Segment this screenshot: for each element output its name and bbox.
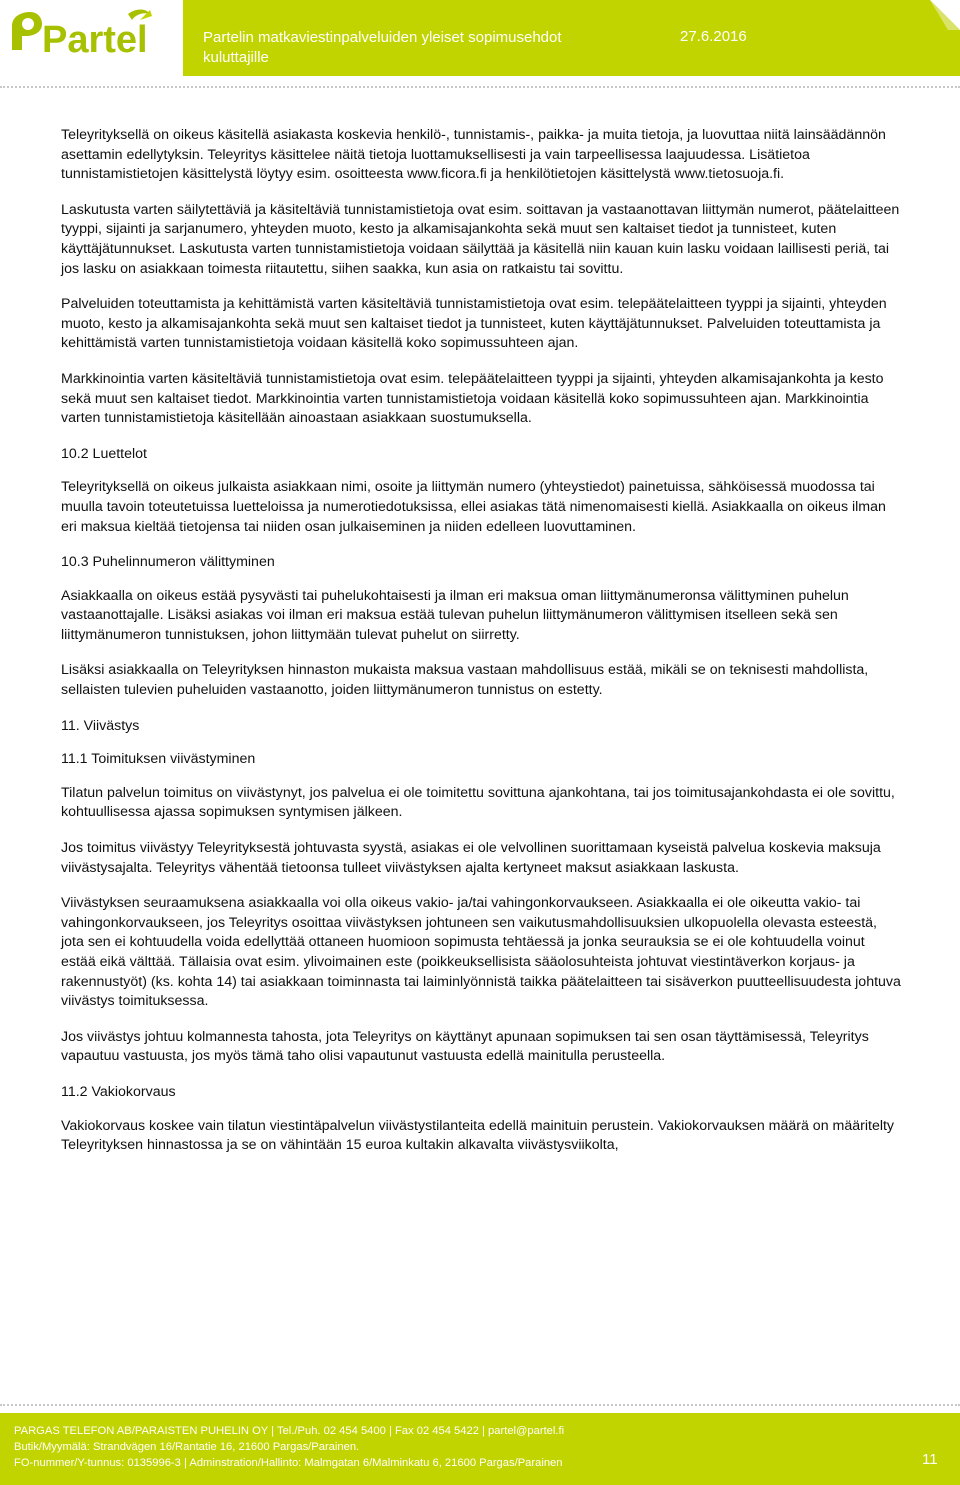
company-contact-info bbox=[14, 1423, 834, 1471]
paragraph: Markkinointia varten käsiteltäviä tunnistamistietoja ovat esim. telepäätelaitteen tyyppi ja sijainti, yhteyden alkamisajankohta ja kesto sekä muut sen kaltaiset tiedot. Markkinointia varten tunnistamistietoja voidaan käsitellä koko sopimussuhteen ajan. Markkinointia varten tunnistamistietoja käsitellään ainoastaan asiakkaan suostumuksella. bbox=[61, 370, 884, 427]
document-title: Partelin matkaviestinpalveluiden yleiset sopimusehdot kuluttajille bbox=[203, 29, 562, 66]
document-body bbox=[61, 126, 901, 1172]
paragraph: Teleyrityksellä on oikeus käsitellä asiakasta koskevia henkilö-, tunnistamis-, paikka- ja muita tietoja, ja luovuttaa niitä lainsäädännön asettamin edellytyksin. Teleyritys käsittelee näitä tietoja luottamuksellisesti ja vain tarpeellisessa laajuudessa. Lisätietoa tunnistamistietojen käsittelystä löytyy esim. osoitteesta www.ficora.fi ja henkilötietojen käsittelystä www.tietosuoja.fi. bbox=[61, 127, 886, 183]
page-header bbox=[0, 0, 960, 76]
paragraph: Viivästyksen seuraamuksena asiakkaalla voi olla oikeus vakio- ja/tai vahingonkorvaukseen. Asiakkaalla ei ole oikeutta vakio- tai vahingonkorvaukseen, jos Teleyritys osoittaa viivästyksen johtuneen sen vaikutusmahdollisuuksien ulkopuolella olevasta esteestä, jota sen ei kohtuudella voida edellyttää ottaneen huomioon sopimusta tehtäessä ja jonka seurauksia se ei ole kohtuudella voinut estää eikä välttää. Tällaisia ovat esim. ylivoimainen este (poikkeuksellisista sääolosuhteista johtuvat viestintäverkon korjaus- ja rakennustyöt) (ks. kohta 14) tai asiakkaan toiminnasta tai laiminlyönnistä taikka päätelaitteen tai sisäverkon puutteellisuudesta johtuva viivästys toimituksessa. bbox=[61, 895, 901, 1010]
section-heading: 11.2 Vakiokorvaus bbox=[61, 1083, 176, 1100]
document-date: 27.6.2016 bbox=[680, 28, 747, 45]
partel-logo bbox=[8, 6, 183, 66]
paragraph: Tilatun palvelun toimitus on viivästynyt, jos palvelua ei ole toimitettu sovittuna ajankohtana, tai jos toimitusajankohdasta ei ole sovittu, kohtuullisessa ajassa sopimuksen syntymisen jälkeen. bbox=[61, 784, 895, 821]
paragraph: Laskutusta varten säilytettäviä ja käsiteltäviä tunnistamistietoja ovat esim. soittavan ja vastaanottavan liittymän numerot, päätelaitteen tyyppi, sijainti ja sarjanumero, yhteyden muoto, kesto ja alkamisajankohta sekä muut sen kaltaiset tiedot ja tunnisteet, kuten käyttäjätunnukset. Laskutusta varten tunnistamistietoja voidaan säilyttää ja käsitellä niin kauan kuin lasku voidaan laillisesti periä, tai jos lasku on asiakkaan toimesta riitautettu, siihen saakka, kun asia on ratkaistu tai sovittu. bbox=[61, 201, 900, 277]
section-heading: 10.3 Puhelinnumeron välittyminen bbox=[61, 554, 275, 571]
svg-text:Partel: Partel bbox=[42, 19, 148, 61]
paragraph: Jos toimitus viivästyy Teleyrityksestä johtuvasta syystä, asiakas ei ole velvollinen suorittamaan kyseistä palvelua koskevia maksuja viivästysajalta. Teleyritys vähentää tietoonsa tulleet viivästyksen ajalta kertyneet maksut asiakkaan laskusta. bbox=[61, 840, 881, 876]
paragraph: Palveluiden toteuttamista ja kehittämistä varten käsiteltäviä tunnistamistietoja ovat esim. telepäätelaitteen tyyppi ja sijainti, yhteyden muoto, kesto ja alkamisajankohta sekä muut sen kaltaiset tiedot ja tunnisteet, kuten käyttäjätunnukset. Palveluiden toteuttamista ja kehittämistä varten tunnistamistietoja voidaan käsitellä koko sopimussuhteen ajan. bbox=[61, 296, 887, 352]
footer-line: Butik/Myymälä: Strandvägen 16/Rantatie 16, 21600 Pargas/Parainen. bbox=[14, 1441, 360, 1453]
logo-area bbox=[0, 0, 183, 76]
page-footer bbox=[0, 1413, 960, 1485]
footer-divider bbox=[0, 1404, 960, 1406]
paragraph: Jos viivästys johtuu kolmannesta tahosta, jota Teleyritys on käyttänyt apunaan sopimuksen tai sen osan täyttämisessä, Teleyritys vapautuu vastuusta, jos myös tämä taho olisi vapautunut vastuusta edellä mainitulla perusteella. bbox=[61, 1028, 869, 1065]
corner-fold-icon bbox=[930, 0, 960, 30]
section-heading: 10.2 Luettelot bbox=[61, 445, 147, 462]
paragraph: Asiakkaalla on oikeus estää pysyvästi tai puhelukohtaisesti ja ilman eri maksua oman liittymänumeronsa välittyminen puhelun vastaanottajalle. Lisäksi asiakas voi ilman eri maksua estää tulevan puhelun liittymänumeron välittymisen itselleen sekä sen liittymänumeron tunnistuksen, johon liittymään tulevat puhelut on siirretty. bbox=[61, 587, 849, 643]
paragraph: Vakiokorvaus koskee vain tilatun viestintäpalvelun viivästystilanteita edellä mainituin perustein. Vakiokorvauksen määrä on määritelty Teleyrityksen hinnastossa ja se on vähintään 15 euroa kultakin alkavalta viivästysviikolta, bbox=[61, 1117, 895, 1154]
section-heading: 11.1 Toimituksen viivästyminen bbox=[61, 751, 256, 768]
footer-line: FO-nummer/Y-tunnus: 0135996-3 | Adminstration/Hallinto: Malmgatan 6/Malminkatu 6, 21600 Pargas/Parainen bbox=[14, 1457, 563, 1469]
header-divider bbox=[0, 86, 960, 88]
paragraph: Teleyrityksellä on oikeus julkaista asiakkaan nimi, osoite ja liittymän numero (yhteystiedot) painetuissa, sähköisessä muodossa tai muulla tavoin toteutetuissa luetteloissa ja numerotiedotuksissa, ellei asiakas tätä nimenomaisesti kiellä. Asiakkaalla on oikeus ilman eri maksua kieltää tietojensa tai niiden osan julkaiseminen ja niiden edelleen luovuttaminen. bbox=[61, 479, 886, 535]
footer-line: PARGAS TELEFON AB/PARAISTEN PUHELIN OY | Tel./Puh. 02 454 5400 | Fax 02 454 5422 | partel@partel.fi bbox=[14, 1425, 565, 1437]
page-number: 11 bbox=[922, 1451, 938, 1468]
section-heading: 11. Viivästys bbox=[61, 717, 140, 734]
paragraph: Lisäksi asiakkaalla on Teleyrityksen hinnaston mukaista maksua vastaan mahdollisuus estää, mikäli se on teknisesti mahdollista, sellaisten tulevien puheluiden vastaanotto, joiden liittymänumeron tunnistus on estetty. bbox=[61, 662, 869, 699]
